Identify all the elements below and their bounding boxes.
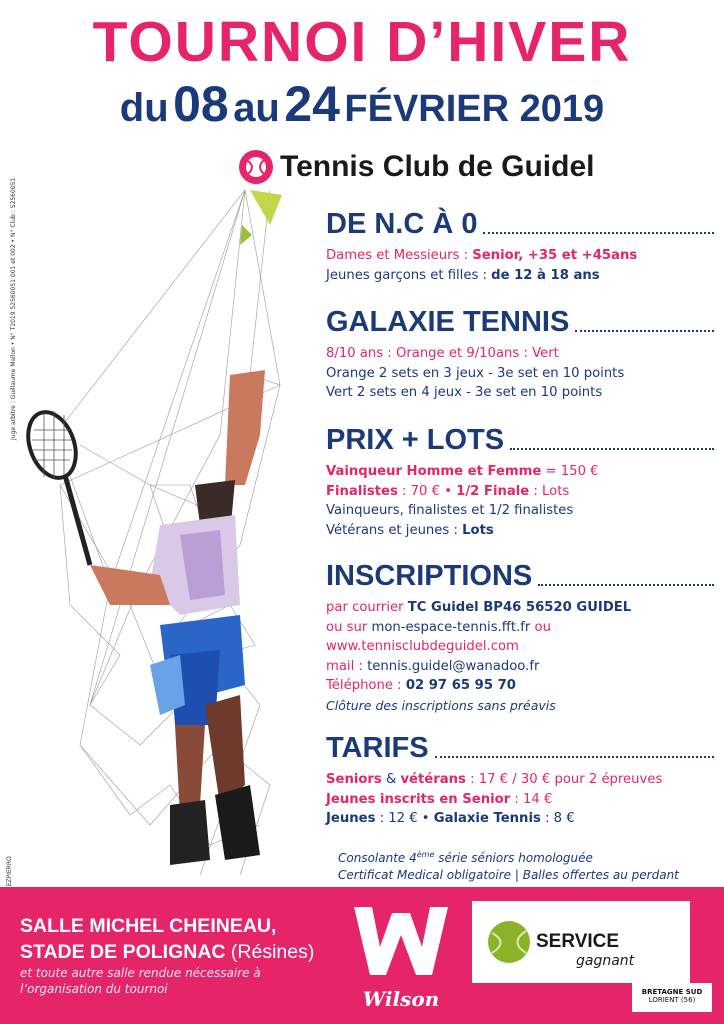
text-label: ou (530, 619, 551, 635)
text-label: Téléphone : (326, 678, 406, 693)
date-mid: au (233, 86, 280, 130)
postal-address: TC Guidel BP46 56520 GUIDEL (407, 600, 632, 615)
text-label: Vainqueur Homme et Femme (326, 464, 542, 479)
section-fees (326, 732, 714, 829)
footer-banner (0, 887, 724, 1024)
text-label: & (381, 772, 401, 787)
referee-info: Juge arbitre : Guillaume Mallon • N° T2019 52560051 001 et 002 • N° Club : 52560051 (10, 177, 17, 440)
text-label: Jeunes inscrits en Senior (326, 791, 511, 807)
club-name: Tennis Club de Guidel (280, 150, 595, 183)
tennis-ball-icon (238, 149, 274, 185)
note-text: Consolante 4 (338, 851, 417, 865)
section-galaxie (326, 306, 714, 403)
venue-line: SALLE MICHEL CHEINEAU, (20, 915, 277, 937)
text-line: Vainqueurs, finalistes et 1/2 finalistes (326, 503, 574, 518)
registration-note: Clôture des inscriptions sans préavis (326, 697, 556, 713)
section-title: GALAXIE TENNIS (326, 306, 570, 338)
section-categories (326, 208, 714, 285)
website-link[interactable]: mon-espace-tennis.fft.fr (371, 619, 531, 635)
text-label: Jeunes (326, 811, 376, 826)
text-value: Senior, +35 et +45ans (472, 248, 638, 263)
wilson-w-icon (346, 901, 456, 981)
dotted-divider (483, 231, 714, 234)
dotted-divider (510, 447, 714, 450)
text-label: mail : (326, 658, 368, 674)
section-title: INSCRIPTIONS (326, 560, 533, 592)
venue-note (20, 965, 261, 997)
phone-number[interactable]: 02 97 65 95 70 (405, 678, 516, 693)
region-badge (632, 983, 712, 1012)
section-prizes (326, 424, 714, 540)
text-value: : 17 € / 30 € pour 2 épreuves (465, 772, 663, 787)
tournament-dates (0, 76, 724, 145)
text-label: Dames et Messieurs : (326, 248, 473, 263)
date-prefix: du (119, 86, 169, 130)
text-label: ou sur (326, 619, 372, 635)
text-value: Lots (462, 522, 494, 538)
text-line: Vert 2 sets en 4 jeux - 3e set en 10 points (326, 385, 603, 400)
text-value: : Lots (529, 483, 570, 499)
email-link[interactable]: tennis.guidel@wanadoo.fr (367, 658, 540, 674)
date-start: 08 (173, 76, 229, 132)
text-line: Orange 2 sets en 3 jeux - 3e set en 10 points (326, 365, 625, 381)
tennis-player-illustration (20, 185, 320, 885)
note-superscript: ème (416, 850, 435, 859)
dotted-divider (435, 755, 714, 758)
text-value: : 8 € (540, 811, 575, 826)
note-text: série séniors homologuée (434, 851, 593, 865)
text-label: Finalistes (326, 483, 398, 499)
text-label: Seniors (326, 772, 382, 787)
gagnant-text: gagnant (576, 953, 635, 969)
region-city: LORIENT (56) (648, 996, 696, 1004)
section-title: PRIX + LOTS (326, 424, 505, 456)
service-text: SERVICE (536, 931, 620, 952)
text-label: Galaxie Tennis (433, 811, 541, 826)
venue-note-line: l’organisation du tournoi (20, 982, 168, 996)
club-logo (238, 147, 594, 187)
tennis-ball-icon (486, 919, 532, 965)
text-label: Vétérans et jeunes : (326, 522, 463, 538)
section-registration (326, 560, 714, 715)
section-title: DE N.C À 0 (326, 208, 478, 240)
text-value: : 12 € • (375, 811, 434, 826)
section-title: TARIFS (326, 732, 429, 764)
note-text: Certificat Medical obligatoire | Balles offertes au perdant (338, 868, 679, 882)
text-label: 1/2 Finale (456, 483, 530, 499)
text-value: : 70 € • (397, 483, 457, 499)
text-label: par courrier (326, 600, 408, 615)
date-end: 24 (284, 76, 340, 132)
venue-line: STADE DE POLIGNAC (20, 941, 231, 963)
dotted-divider (538, 583, 714, 586)
date-month-year: FÉVRIER 2019 (344, 88, 605, 130)
text-value: de 12 à 18 ans (491, 267, 600, 283)
region-name: BRETAGNE SUD (641, 988, 703, 996)
service-gagnant-logo (472, 901, 690, 983)
text-label: vétérans (400, 772, 466, 787)
website-link[interactable]: www.tennisclubdeguidel.com (326, 639, 519, 654)
notes (338, 846, 679, 884)
text-value: = 150 € (541, 464, 599, 479)
text-value: : 14 € (510, 791, 553, 807)
page-title: TOURNOI D’HIVER (92, 10, 632, 74)
text-label: Jeunes garçons et filles : (326, 267, 492, 283)
venue-note-line: et toute autre salle rendue nécessaire à (20, 966, 261, 980)
wilson-wordmark: Wilson (362, 987, 440, 1011)
dotted-divider (575, 329, 714, 332)
text-line: 8/10 ans : Orange et 9/10ans : Vert (326, 346, 559, 361)
venue-location: (Résines) (230, 941, 315, 963)
venue-name (20, 913, 314, 965)
wilson-logo (346, 901, 456, 1013)
